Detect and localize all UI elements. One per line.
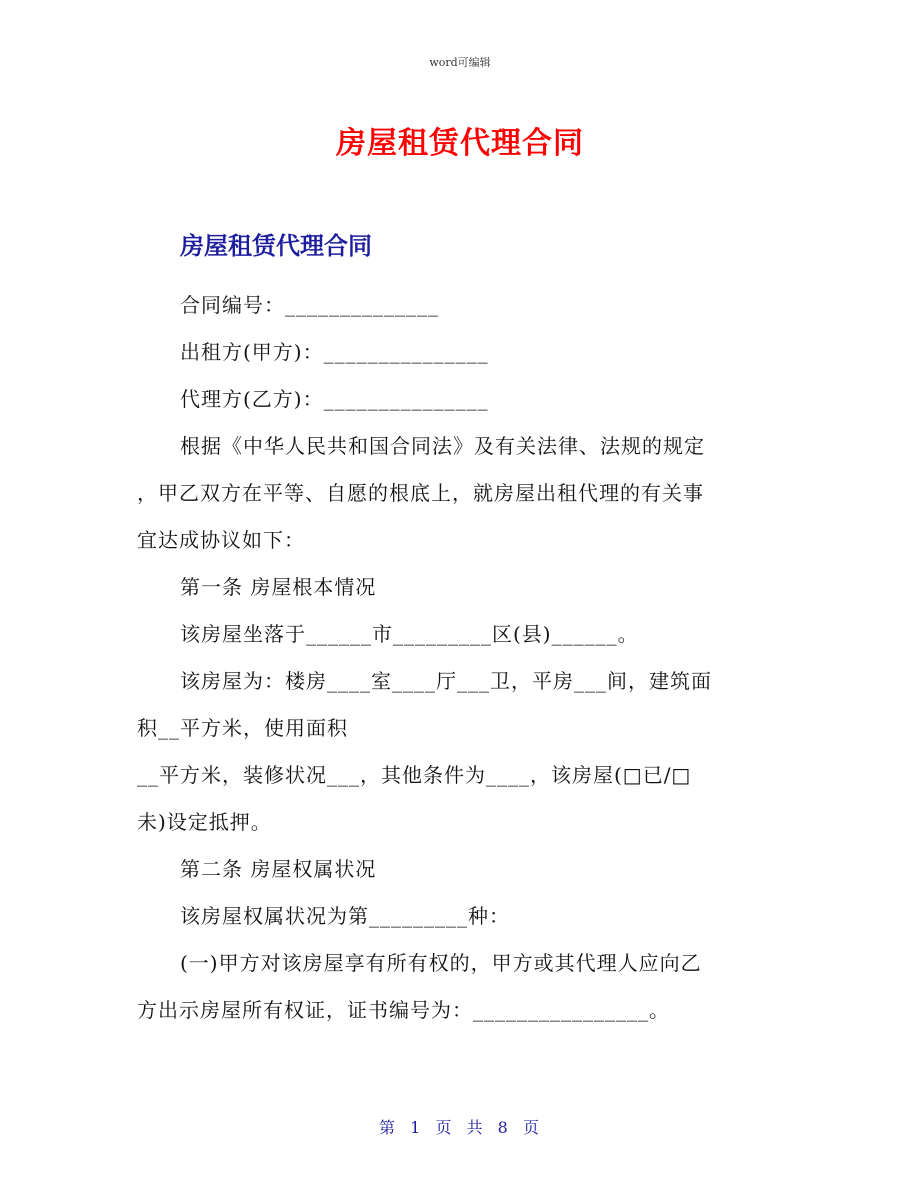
footer-label-unit: 页 xyxy=(435,1118,454,1137)
paragraph-line: __平方米，装修状况___，其他条件为____，该房屋(□已/□ xyxy=(137,763,692,787)
page-footer xyxy=(0,1115,920,1138)
paragraph-line: 积__平方米，使用面积 xyxy=(137,716,348,740)
footer-total-pages: 8 xyxy=(497,1118,510,1137)
paragraph-line: 该房屋坐落于______市_________区(县)______。 xyxy=(180,622,639,646)
lessor-line: 出租方(甲方)：_______________ xyxy=(180,340,489,364)
paragraph-line: ，甲乙双方在平等、自愿的根底上，就房屋出租代理的有关事 xyxy=(137,481,704,505)
paragraph-line: 方出示房屋所有权证，证书编号为：________________。 xyxy=(137,998,670,1022)
paragraph-line: 未)设定抵押。 xyxy=(137,810,272,834)
paragraph-line: 宜达成协议如下： xyxy=(137,528,305,552)
footer-label-unit-2: 页 xyxy=(522,1118,541,1137)
contract-number-line: 合同编号：______________ xyxy=(180,293,439,317)
section-title: 房屋租赁代理合同 xyxy=(180,232,372,260)
paragraph-line: (一)甲方对该房屋享有所有权的，甲方或其代理人应向乙 xyxy=(180,951,702,975)
document-body xyxy=(137,282,787,1034)
header-note: word可编辑 xyxy=(429,56,491,69)
paragraph-line: 该房屋为：楼房____室____厅___卫，平房___间，建筑面 xyxy=(180,669,712,693)
document-title: 房屋租赁代理合同 xyxy=(336,126,584,161)
paragraph-line: 根据《中华人民共和国合同法》及有关法律、法规的规定 xyxy=(180,434,705,458)
article-heading: 第二条 房屋权属状况 xyxy=(180,857,377,881)
agent-line: 代理方(乙方)：_______________ xyxy=(180,387,489,411)
paragraph-line: 该房屋权属状况为第_________种： xyxy=(180,904,510,928)
article-heading: 第一条 房屋根本情况 xyxy=(180,575,377,599)
footer-current-page: 1 xyxy=(410,1118,423,1137)
footer-label-page: 第 xyxy=(379,1118,398,1137)
footer-label-total: 共 xyxy=(466,1118,485,1137)
